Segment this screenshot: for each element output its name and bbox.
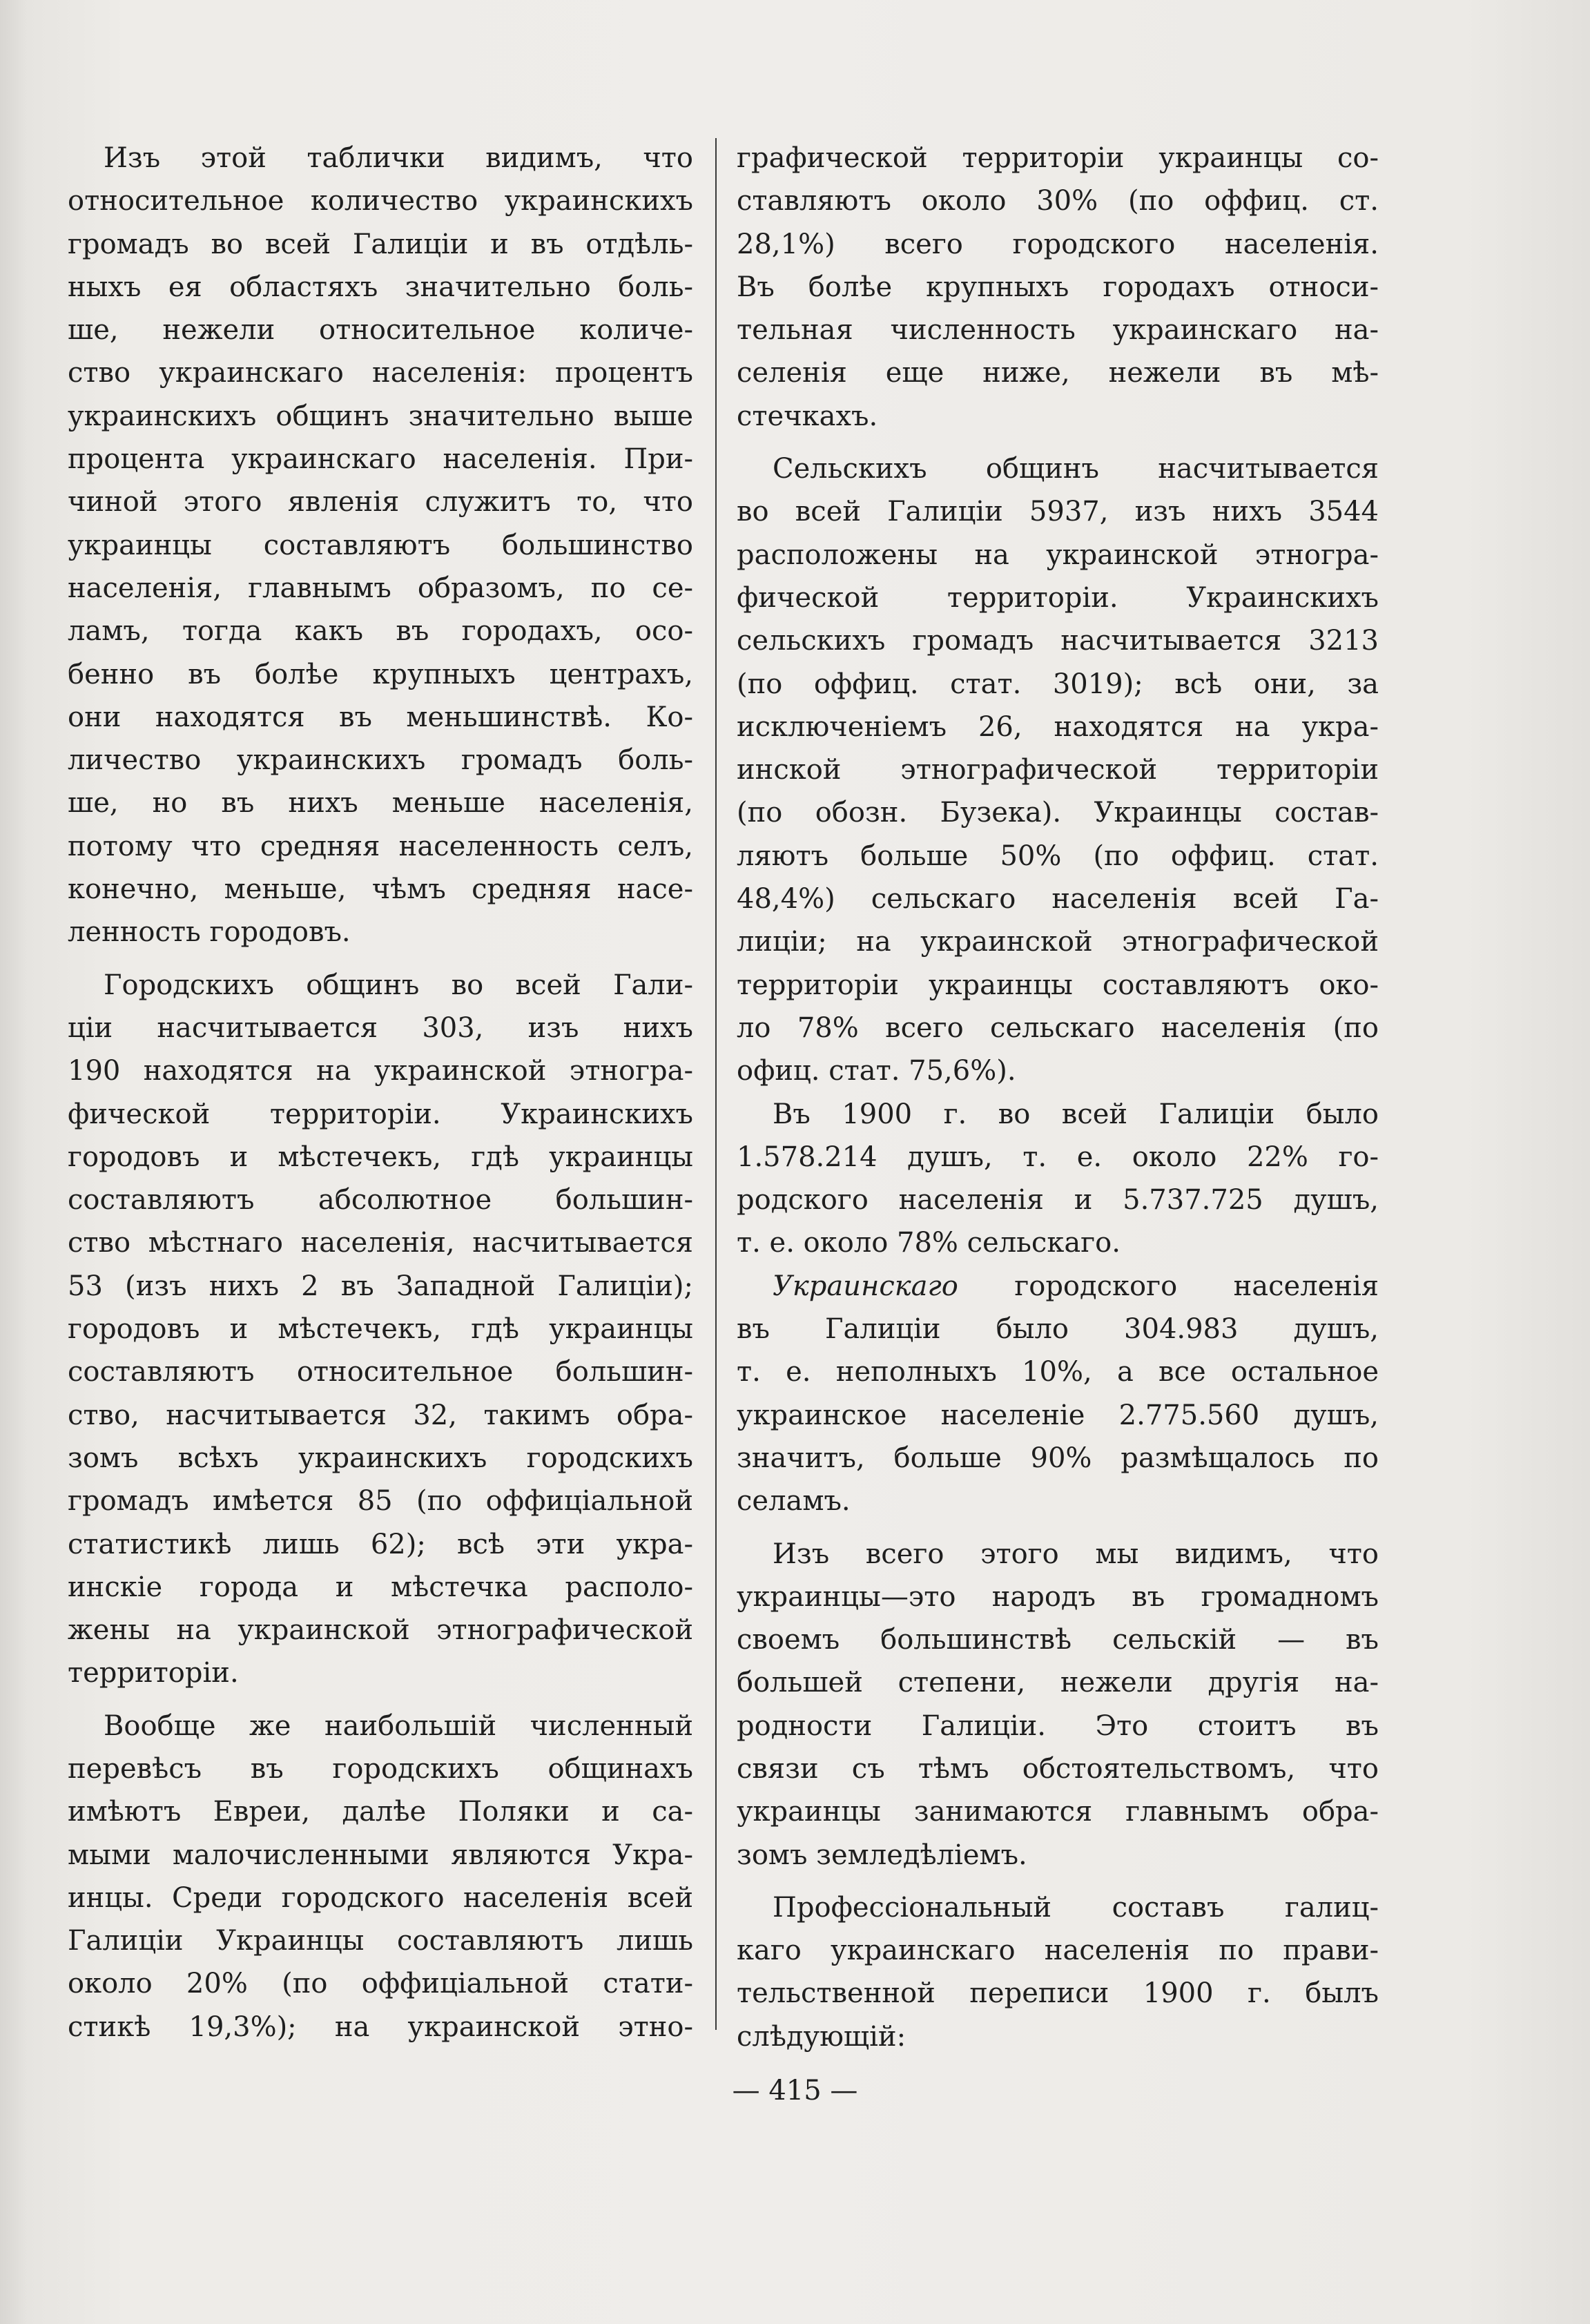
text-line: ціи насчитывается 303, изъ нихъ — [68, 1011, 693, 1044]
text-line: селамъ. — [737, 1485, 851, 1518]
text-line: около 20% (по оффиціальной стати- — [68, 1968, 693, 2000]
text-line: бенно въ болѣе крупныхъ центрахъ, — [68, 658, 693, 690]
text-line: 28,1%) всего городского населенія. — [737, 228, 1379, 260]
text-line: своемъ большинствѣ сельскій — въ — [737, 1624, 1379, 1656]
text-line: во всей Галиціи 5937, изъ нихъ 3544 — [737, 496, 1379, 528]
text-line: стикѣ 19,3%); на украинской этно- — [68, 2011, 693, 2043]
text-line: Въ 1900 г. во всей Галиціи было — [773, 1098, 1379, 1130]
text-line: фической территоріи. Украинскихъ — [68, 1098, 693, 1130]
text-line-rest: городского населенія — [958, 1270, 1379, 1302]
page-edge-shadow — [0, 0, 28, 2324]
column-divider — [715, 138, 717, 2030]
text-line: (по оффиц. стат. 3019); всѣ они, за — [737, 668, 1379, 700]
text-line: перевѣсъ въ городскихъ общинахъ — [68, 1752, 693, 1785]
text-line: ство украинскаго населенія: процентъ — [68, 357, 693, 389]
text-line: (по обозн. Бузека). Украинцы состав- — [737, 797, 1379, 829]
paragraph-gap — [68, 954, 693, 964]
text-line: графической территоріи украинцы со- — [737, 142, 1379, 174]
text-line: личество украинскихъ громадъ боль- — [68, 744, 693, 777]
text-line: Галиціи Украинцы составляютъ лишь — [68, 1925, 693, 1957]
text-line: ло 78% всего сельскаго населенія (по — [737, 1011, 1379, 1044]
text-line: инской этнографической территоріи — [737, 754, 1379, 786]
text-line: Професcіональный составъ галиц- — [773, 1891, 1379, 1924]
paragraph-gap — [737, 1877, 1379, 1886]
paragraph-gap — [737, 1523, 1379, 1533]
text-line: 48,4%) сельскаго населенія всей Га- — [737, 883, 1379, 916]
text-line: ство, насчитывается 32, такимъ обра- — [68, 1399, 693, 1431]
text-line: ленность городовъ. — [68, 916, 351, 949]
text-line: украинцы занимаются главнымъ обра- — [737, 1796, 1379, 1828]
paragraph-gap — [737, 438, 1379, 447]
text-line: ство мѣстнаго населенія, насчитывается — [68, 1227, 693, 1259]
text-line: стечкахъ. — [737, 400, 878, 432]
text-line: Сельскихъ общинъ насчитывается — [773, 453, 1379, 485]
text-line: селенія еще ниже, нежели въ мѣ- — [737, 357, 1379, 389]
text-line: инскіе города и мѣстечка располо- — [68, 1571, 693, 1603]
text-line: украинцы—это народъ въ громадномъ — [737, 1580, 1379, 1613]
text-line: инцы. Среди городского населенія всей — [68, 1881, 693, 1914]
text-line: украинскихъ общинъ значительно выше — [68, 400, 693, 432]
text-line: 1.578.214 душъ, т. е. около 22% го- — [737, 1141, 1379, 1173]
text-line: жены на украинской этнографической — [68, 1614, 693, 1647]
text-line: расположены на украинской этногра- — [737, 539, 1379, 571]
text-line: ше, но въ нихъ меньше населенія, — [68, 787, 693, 820]
text-line: они находятся въ меньшинствѣ. Ко- — [68, 701, 693, 733]
text-line: т. е. неполныхъ 10%, а все остальное — [737, 1356, 1379, 1388]
text-line: ламъ, тогда какъ въ городахъ, осо- — [68, 615, 693, 648]
text-line: родности Галиціи. Это стоитъ въ — [737, 1710, 1379, 1742]
text-line: территоріи. — [68, 1657, 239, 1689]
text-line: большей степени, нежели другія на- — [737, 1667, 1379, 1699]
text-line: лиціи; на украинской этнографической — [737, 926, 1379, 958]
text-line: потому что средняя населенность селъ, — [68, 830, 693, 862]
text-line: фической территоріи. Украинскихъ — [737, 581, 1379, 614]
text-line: процента украинскаго населенія. При- — [68, 443, 693, 476]
text-line: чиной этого явленія служитъ то, что — [68, 486, 693, 519]
text-line: украинцы составляютъ большинство — [68, 529, 693, 561]
text-line: населенія, главнымъ образомъ, по се- — [68, 572, 693, 604]
text-line: офиц. стат. 75,6%). — [737, 1055, 1016, 1087]
text-line: ляютъ больше 50% (по оффиц. стат. — [737, 840, 1379, 872]
text-line — [737, 1265, 1379, 1308]
text-line: каго украинскаго населенія по прави- — [737, 1935, 1379, 1967]
text-line: городовъ и мѣстечекъ, гдѣ украинцы — [68, 1313, 693, 1346]
text-line: тельственной переписи 1900 г. былъ — [737, 1977, 1379, 2010]
text-line: т. е. около 78% сельскаго. — [737, 1227, 1121, 1259]
left-text-column — [68, 137, 693, 2049]
italic-word: Украинскаго — [773, 1270, 958, 1302]
text-line: Изъ всего этого мы видимъ, что — [773, 1538, 1379, 1570]
text-line: городовъ и мѣстечекъ, гдѣ украинцы — [68, 1141, 693, 1173]
text-line: ныхъ ея областяхъ значительно боль- — [68, 271, 693, 303]
text-line: конечно, меньше, чѣмъ средняя насе- — [68, 873, 693, 906]
text-line: 190 находятся на украинской этногра- — [68, 1055, 693, 1087]
text-line: громадъ во всей Галиціи и въ отдѣль- — [68, 228, 693, 260]
text-line: 53 (изъ нихъ 2 въ Западной Галиціи); — [68, 1270, 693, 1302]
paragraph-gap — [68, 1695, 693, 1705]
text-line: исключеніемъ 26, находятся на укра- — [737, 710, 1379, 743]
text-line: составляютъ относительное большин- — [68, 1356, 693, 1388]
text-line: Городскихъ общинъ во всей Гали- — [104, 969, 693, 1001]
right-text-column — [737, 137, 1379, 2058]
text-line: имѣютъ Евреи, далѣе Поляки и са- — [68, 1796, 693, 1828]
text-line: Изъ этой таблички видимъ, что — [104, 142, 693, 174]
page-number: — 415 — — [732, 2075, 858, 2107]
text-line: составляютъ абсолютное большин- — [68, 1184, 693, 1217]
text-line: тельная численность украинскаго на- — [737, 314, 1379, 347]
text-line: территоріи украинцы составляютъ око- — [737, 969, 1379, 1001]
text-line: Вообще же наибольшій численный — [104, 1710, 693, 1742]
text-line: ставляютъ около 30% (по оффиц. ст. — [737, 185, 1379, 217]
text-line: родского населенія и 5.737.725 душъ, — [737, 1184, 1379, 1217]
text-line: значитъ, больше 90% размѣщалось по — [737, 1442, 1379, 1474]
text-line: Въ болѣе крупныхъ городахъ относи- — [737, 271, 1379, 303]
text-line: зомъ всѣхъ украинскихъ городскихъ — [68, 1442, 693, 1474]
text-line: сельскихъ громадъ насчитывается 3213 — [737, 625, 1379, 657]
text-line: громадъ имѣется 85 (по оффиціальной — [68, 1485, 693, 1518]
text-line: ше, нежели относительное количе- — [68, 314, 693, 347]
text-line: зомъ земледѣліемъ. — [737, 1839, 1027, 1871]
text-line: мыми малочисленными являются Укра- — [68, 1839, 693, 1871]
text-line: слѣдующій: — [737, 2020, 907, 2053]
text-line: украинское населеніе 2.775.560 душъ, — [737, 1399, 1379, 1431]
text-line: въ Галиціи было 304.983 душъ, — [737, 1313, 1379, 1346]
text-line: относительное количество украинскихъ — [68, 185, 693, 217]
text-line: связи съ тѣмъ обстоятельствомъ, что — [737, 1752, 1379, 1785]
text-line: статистикѣ лишь 62); всѣ эти укра- — [68, 1528, 693, 1560]
